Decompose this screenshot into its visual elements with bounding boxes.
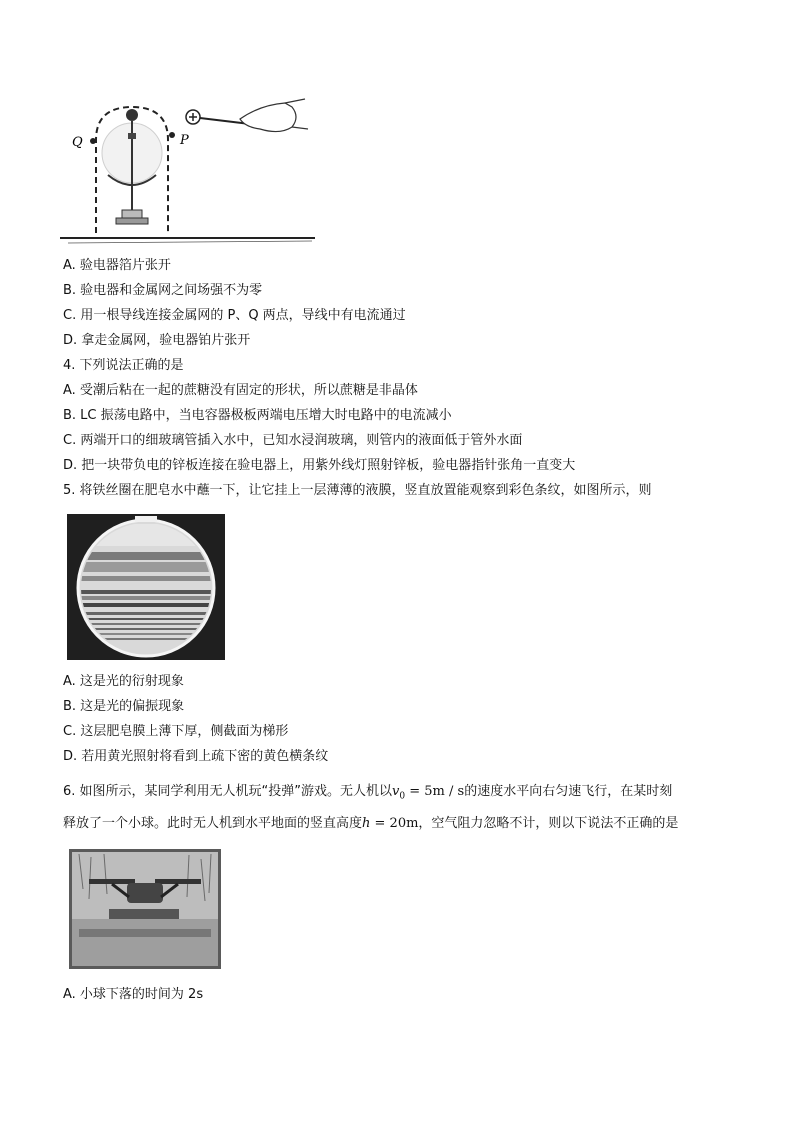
q6-stem-line2 xyxy=(63,815,678,833)
q4-option-a: A. 受潮后粘在一起的蔗糖没有固定的形状，所以蔗糖是非晶体 xyxy=(63,383,418,398)
q5-option-d: D. 若用黄光照射将看到上疏下密的黄色横条纹 xyxy=(63,749,329,764)
q4-option-c: C. 两端开口的细玻璃管插入水中，已知水浸润玻璃，则管内的液面低于管外水面 xyxy=(63,433,523,448)
label-q: Q xyxy=(72,135,83,150)
q6-line2-a: 释放了一个小球。此时无人机到水平地面的竖直高度 xyxy=(63,816,363,831)
q5-option-a: A. 这是光的衍射现象 xyxy=(63,674,184,689)
q4-option-d: D. 把一块带负电的锌板连接在验电器上，用紫外线灯照射锌板，验电器指针张角一直变大 xyxy=(63,458,576,473)
v0-value: = 5m / s xyxy=(405,784,465,799)
q5-option-b: B. 这是光的偏振现象 xyxy=(63,699,185,714)
v0-symbol: $v_0$ xyxy=(392,784,406,802)
drone-photo xyxy=(69,849,221,969)
q3-option-c: C. 用一根导线连接金属网的 P、Q 两点，导线中有电流通过 xyxy=(63,308,406,323)
q4-option-b: B. LC 振荡电路中，当电容器极板两端电压增大时电路中的电流减小 xyxy=(63,408,452,423)
h-symbol: h xyxy=(362,816,371,831)
electroscope-figure xyxy=(60,95,320,245)
q3-option-a: A. 验电器箔片张开 xyxy=(63,258,171,273)
h-value: = 20m xyxy=(370,816,419,831)
soap-film-figure xyxy=(67,514,225,660)
q5-option-c: C. 这层肥皂膜上薄下厚，侧截面为梯形 xyxy=(63,724,289,739)
q6-stem-line1 xyxy=(63,783,672,806)
q6-line2-b: ，空气阻力忽略不计，则以下说法不正确的是 xyxy=(418,816,679,831)
q6-option-a: A. 小球下落的时间为 2s xyxy=(63,987,204,1002)
q6-stem-a: 6. 如图所示，某同学利用无人机玩“投弹”游戏。无人机以 xyxy=(63,784,393,799)
q3-option-b: B. 验电器和金属网之间场强不为零 xyxy=(63,283,263,298)
q5-stem: 5. 将铁丝圈在肥皂水中蘸一下，让它挂上一层薄薄的液膜，竖直放置能观察到彩色条纹，如图所示，则 xyxy=(63,483,652,498)
q3-option-d: D. 拿走金属网，验电器铂片张开 xyxy=(63,333,251,348)
q6-stem-b: 的速度水平向右匀速飞行，在某时刻 xyxy=(464,784,673,799)
label-p: P xyxy=(180,133,189,148)
q4-stem: 4. 下列说法正确的是 xyxy=(63,358,184,373)
